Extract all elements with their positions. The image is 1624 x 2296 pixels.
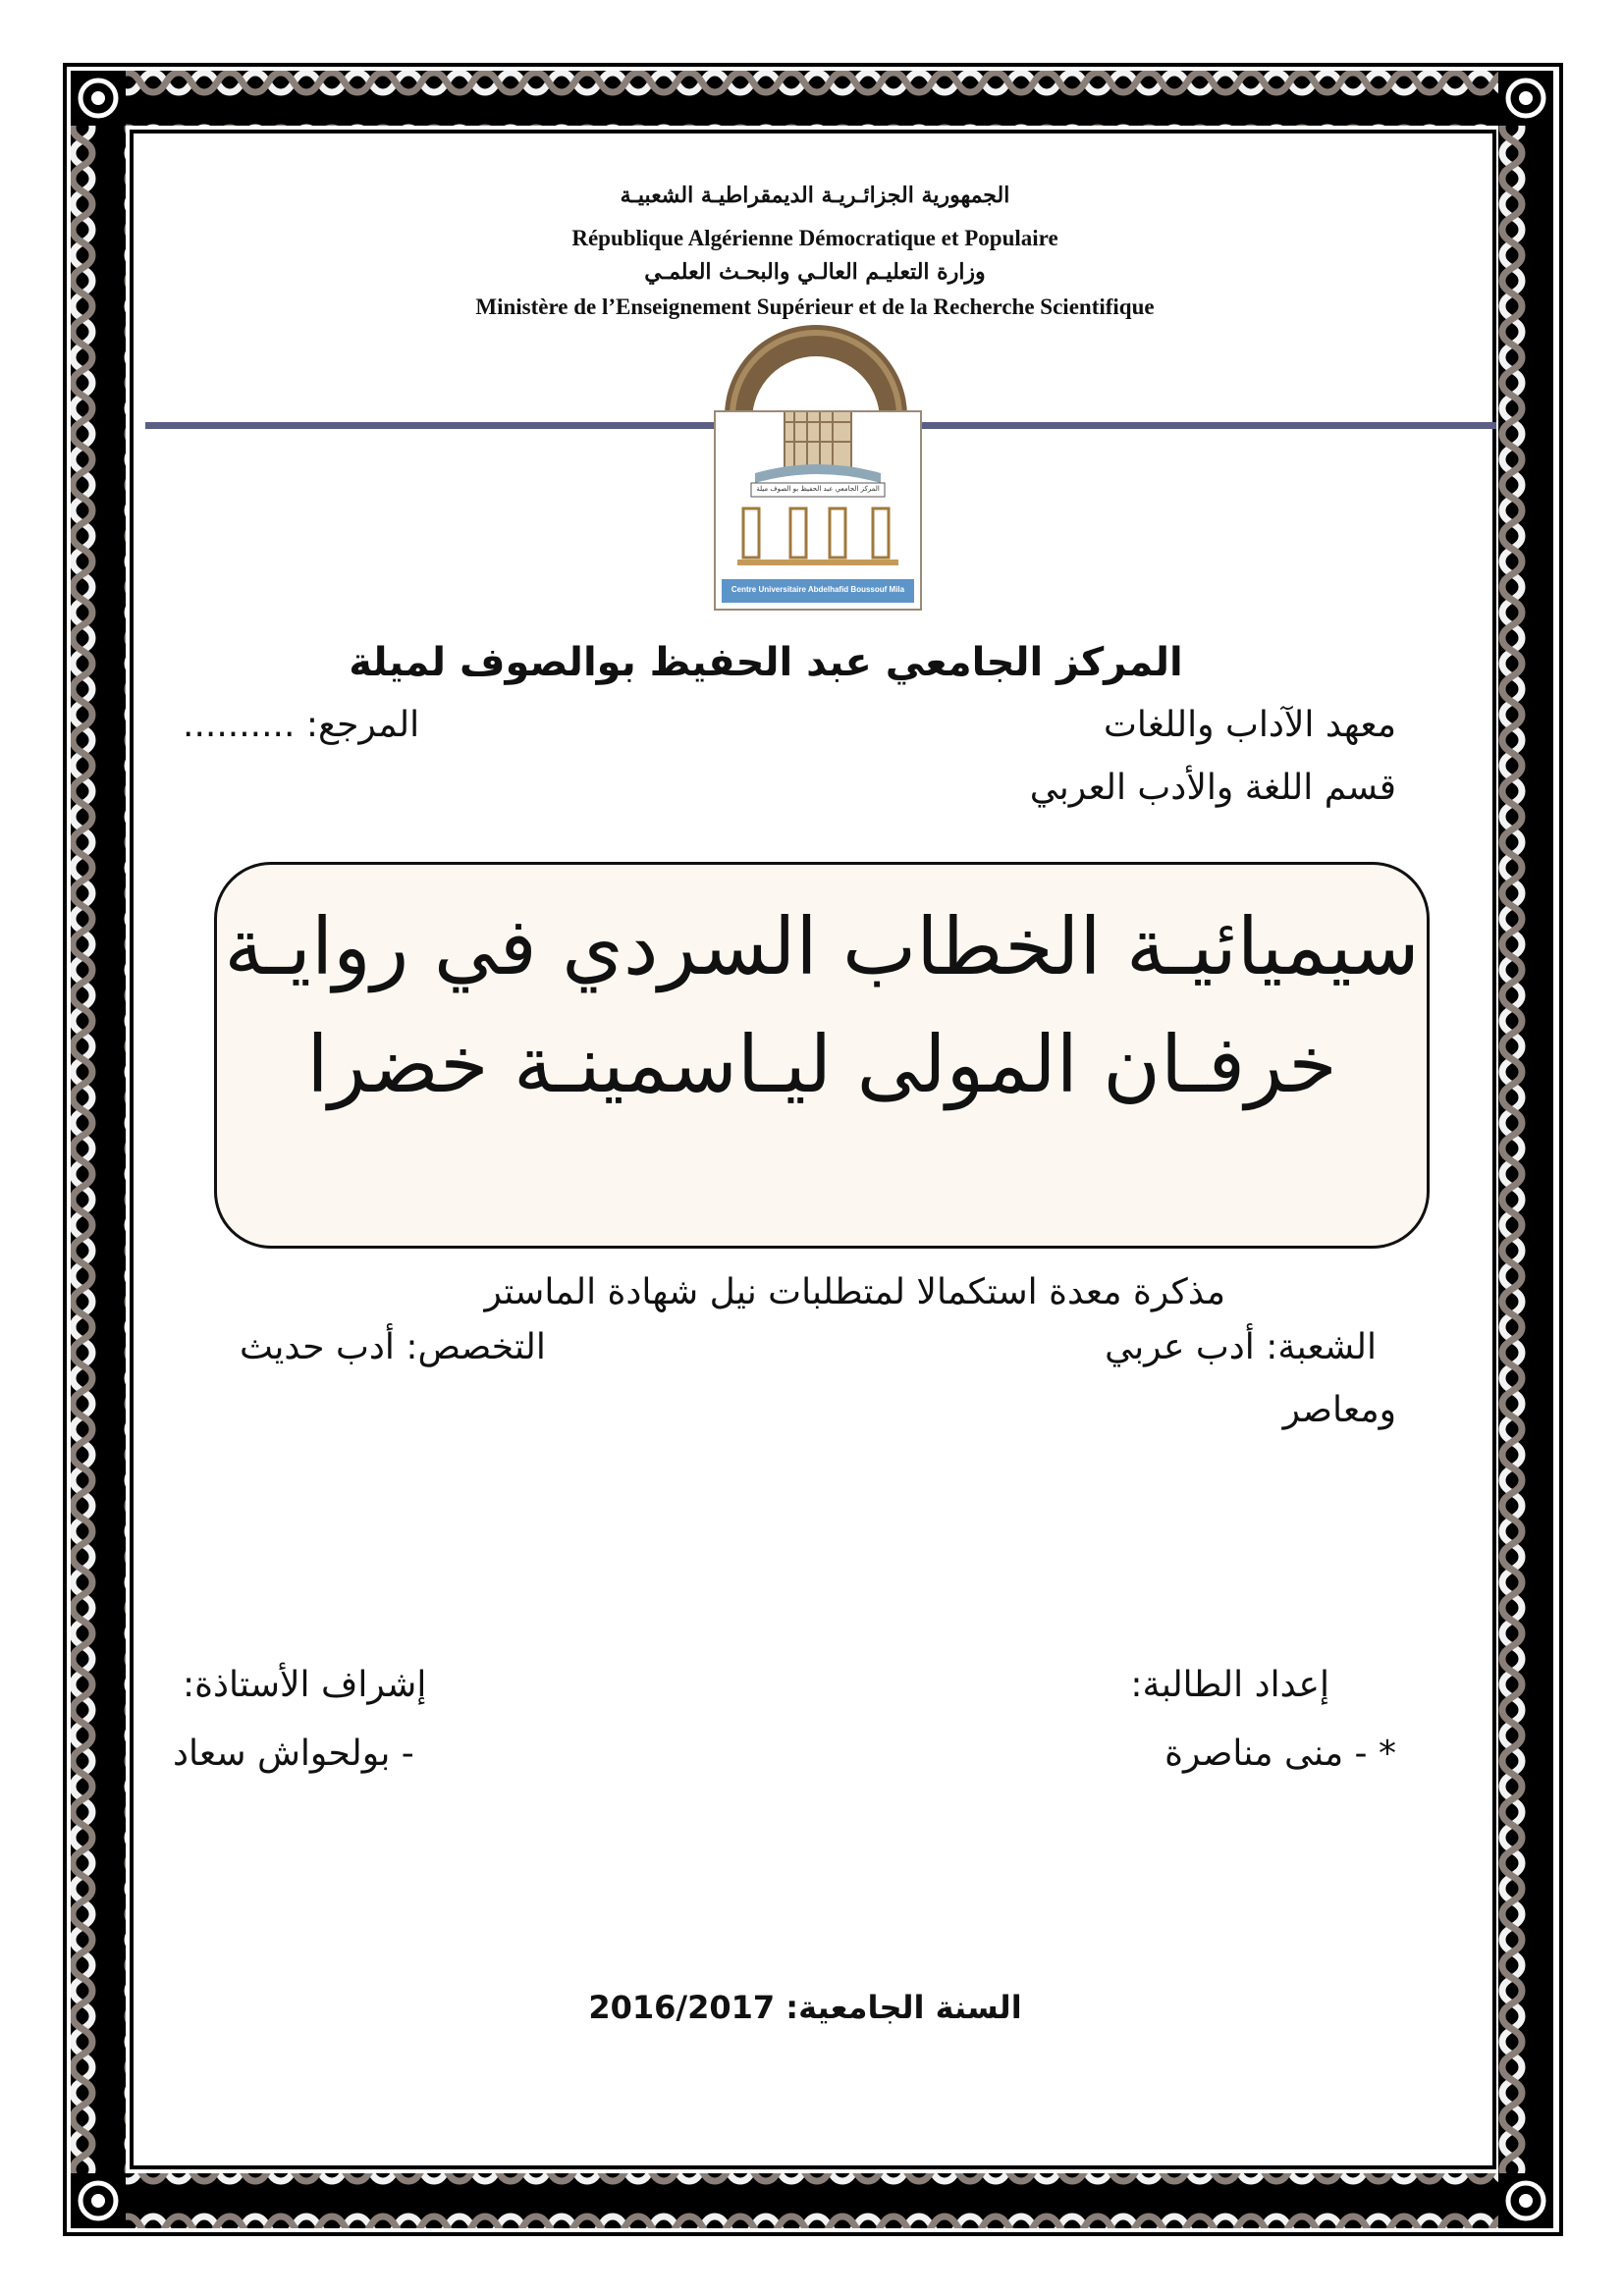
header-rule-right (917, 422, 1496, 429)
header-french-republic: République Algérienne Démocratique et Populaire (571, 226, 1058, 250)
institution-name: المركز الجامعي عبد الحفيظ بوالصوف لميلة (349, 640, 1183, 685)
header-arabic-ministry: وزارة التعليـم العالـي والبحـث العلمـي (644, 259, 986, 285)
student-label: إعداد الطالبة: (1130, 1665, 1329, 1705)
department-name: قسم اللغة والأدب العربي (1029, 768, 1396, 808)
header-rule-left (145, 422, 715, 429)
thesis-specialty-continued: ومعاصر (1282, 1390, 1396, 1430)
thesis-purpose: مذكرة معدة استكمالا لمتطلبات نيل شهادة الماستر (484, 1272, 1225, 1312)
logo-caption: Centre Universitaire Abdelhafid Boussouf Mila (731, 585, 905, 594)
logo-arabic-banner: المركز الجامعي عبد الحفيظ بو الصوف ميلة (756, 485, 880, 493)
corner-ornament-top-left (71, 71, 126, 126)
header-french-ministry: Ministère de l’Enseignement Supérieur et de la Recherche Scientifique (475, 294, 1155, 319)
logo-building-icon (716, 412, 920, 609)
corner-ornament-bottom-right (1498, 2173, 1553, 2228)
thesis-specialty: التخصص: أدب حديث (240, 1327, 546, 1367)
thesis-title-line-2: خرفـان المولى ليـاسمينـة خضرا (306, 1019, 1337, 1110)
header-arabic-republic: الجمهورية الجزائـريـة الديمقراطيـة الشعبيـة (620, 183, 1010, 208)
supervisor-name: - بولحواش سعاد (173, 1734, 414, 1774)
supervisor-label: إشراف الأستاذة: (183, 1665, 427, 1705)
thesis-title-box (214, 862, 1430, 1249)
reference-label: المرجع: .......... (183, 705, 420, 745)
institute-name: معهد الآداب واللغات (1104, 705, 1396, 745)
academic-year: السنة الجامعية: 2016/2017 (588, 1989, 1022, 2026)
student-name: * - منى مناصرة (1164, 1734, 1396, 1774)
university-logo (714, 410, 922, 611)
corner-ornament-top-right (1498, 71, 1553, 126)
thesis-branch: الشعبة: أدب عربي (1105, 1327, 1377, 1367)
corner-ornament-bottom-left (71, 2173, 126, 2228)
thesis-title-line-1: سيميائيـة الخطاب السردي في روايـة (224, 901, 1420, 992)
